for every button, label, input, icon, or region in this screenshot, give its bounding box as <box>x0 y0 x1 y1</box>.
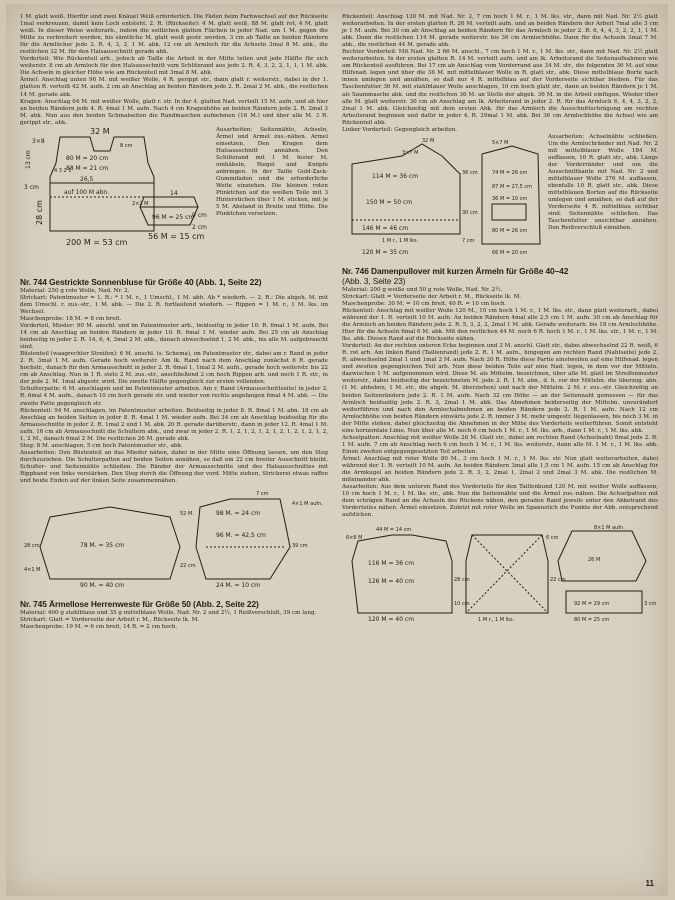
fig746-k: 92 M = 29 cm <box>574 601 610 608</box>
label-mid2: 88 M = 21 cm <box>66 164 109 172</box>
fig746-b: 6×6 M <box>346 535 363 542</box>
fig746-j: 22 cm <box>550 577 566 584</box>
fig745-h: 22 cm <box>180 563 196 570</box>
pullover-back <box>352 535 452 613</box>
diagram-745 <box>20 487 328 597</box>
label-arm-side: 2×2 M <box>132 200 149 207</box>
label-arm-mid: 96 M = 25 cm <box>152 213 195 221</box>
label-mid1: 80 M = 20 cm <box>66 154 109 162</box>
label-arm-h1: 9 cm <box>192 211 207 219</box>
strickart-746: Strickart: Glatt = Vorderseite der Arbeit r. M., Rückseite lk. M. <box>342 293 522 300</box>
label-h3: 28 cm <box>35 199 44 225</box>
maschenprobe-745: Maschenprobe: 19 M. = 6 cm breit, 14 R. = 2 cm hoch. <box>20 624 178 631</box>
fig745-j: 24 M. = 10 cm <box>216 582 261 590</box>
fig745b-m: 1 M r., 1 M lks. <box>382 237 419 244</box>
ausarbeiten-745-side <box>548 134 658 233</box>
maschenprobe-744: Maschenprobe: 18 M. = 8 cm breit. <box>20 315 122 322</box>
fig745b-n: 7 cm <box>462 237 475 244</box>
label-h1: 13 cm <box>25 150 32 169</box>
diagram-746 <box>342 521 658 625</box>
fig745b-b: 114 M = 36 cm <box>372 172 419 180</box>
maschenprobe-746: Maschenprobe: 30 M. = 10 cm breit, 40 R. = 10 cm hoch. <box>342 300 507 307</box>
fig746-g: 1 M r., 1 M lks. <box>478 617 515 624</box>
aermel-746: Ärmel: Anschlag mit roter Wolle 80 M., 3 cm hoch 1 M. r., 1 M. lks. str. Nun glatt weiterarbeiten, dabei während der 1. R. verteilt 10 M. aufn. An beiden Rändern 3mal alle 1,5 cm 1 M. aufn. 15 cm ab Anschlag für die Armkugel an beiden Rändern jede 2. R. 3, 2, 2mal 1, 2mal 2 und 2mal 3 M. abk. Die restlichen M. miteinander abk. <box>342 455 658 484</box>
heading-746 <box>342 266 658 286</box>
fig746-c: 116 M = 36 cm <box>368 560 415 568</box>
material-745: Material: 400 g stahlblaue und 35 g mittelblaue Wolle, Nad. Nr. 2 und 2½, 1 Reißverschluß, 39 cm lang. <box>20 610 317 617</box>
strickart-744: Strickart: Patentmuster = 1. R.: * 1 M. r., 1 Umschl., 1 M. abh. Ab * wiederh. — 2. R.: Die abgeh. M. mit dem Umschl. r. zus.-str., 1 M. abk. — Die 2. R. fortlaufend wiederh. — Rippen = 1 M. r., 1 M. lks. im Wechsel. <box>20 294 328 315</box>
fig746-a: 44 M = 14 cm <box>376 527 412 534</box>
fig745-g: 28 cm <box>24 543 40 550</box>
figure-745 <box>20 487 328 597</box>
fig745-b: 96 M. = 42,5 cm <box>216 532 266 540</box>
fig746-h: 6 cm <box>546 535 559 542</box>
left-text-top <box>20 14 328 127</box>
intro-paragraph: 1 M. glatt weiß. Hierfür sind zwei Knäuel Weiß erforderlich. Die Fäden beim Farbwechsel auf der Rückseite 1mal verkreuzen, damit kein Loch entsteht. 2. R. (Rückseite): 4 M. glatt weiß, 88 M. glatt rot, 4 M. glatt weiß. In dieser Weise weiterarb., indem die seitlichen glatten Flächen in jeder Nad. um 1 M. gegen die Mitte zu verbreitert werden, bis sämtliche M. glatt weiß gestr. werden. 3 cm ab Taille an beiden Rändern für die Armlöcher jede 2. R. 4, 3, 2, 1 M. abk. 12 cm ab Armloch für die Achseln 3mal 8 M. abk., die restlichen 32 M. für den Halsausschnitt gerade abk. <box>20 14 328 56</box>
pocket <box>492 204 526 220</box>
figure-746 <box>342 521 658 625</box>
diagram-745b <box>342 134 546 264</box>
fig746-e: 120 M = 40 cm <box>368 616 415 624</box>
label-topcm: 8 cm <box>120 142 133 149</box>
fig745-l: 4×1 M <box>24 567 41 574</box>
label-width: 26,5 <box>80 175 94 183</box>
heading-744: Nr. 744 Gestrickte Sonnenbluse für Größe 40 (Abb. 1, Seite 22) <box>20 276 262 287</box>
fig746-i: 28 cm <box>454 577 470 584</box>
fig746-f: 10 cm <box>454 601 470 608</box>
fig745-e: 52 M. <box>180 511 194 518</box>
label-arm-base: 56 M = 15 cm <box>148 231 205 241</box>
fig745b-o: 30 cm <box>462 209 478 216</box>
ausarbeiten-745: Ausarbeiten: Achselnähte schließen. Um die Armlochränder mit Nad. Nr. 2 mit mittelblauer Wolle 184 M. auffassen, 10 R. glatt str., abk. Längs der Vorderränder und um die Ausschnittkante mit Nad. Nr. 2 und mittelblauer Wolle 376 M. auffassen, ebenfalls 10 R. glatt str., abk. Diese mittelblauen Borten auf die Rückseite umlegen und annähen, so daß auf der Vorderseite 4 R. mittelblau sichtbar sind. Seitennähte schließen. Das Taschenfutter unsichtbar annähen. Den Reißverschluß einnähen. <box>548 133 658 232</box>
label-h2: 3 cm <box>24 183 39 191</box>
rueckenteil-744: Rückenteil: 94 M. anschlagen, im Patentmuster arbeiten. Beidseitig in jeder 8. R. 8mal 1 M. abn. 18 cm ab Anschlag an beiden Seiten in jeder 8. R. 4mal 1 M. wieder aufn. Bei 34 cm ab Anschlag beidseitig für die Armausschnitte in jeder 2. R. 1mal 2 und 1 M. abk. 20 R. gerade darüberstr., dann in jeder 12. R. 4mal 1 M. aufn. 16 cm ab Armausschnitt die Schultern abk., und zwar in jeder 2. R. 1, 2, 1, 2, 1, 2, 1, 2, 1, 2, 1, 2, 1, 2, 1, 2 M., danach 6mal 2 M. Die restlichen 26 M. gerade abk. <box>20 407 328 442</box>
text-744 <box>20 288 328 485</box>
rueckenteil-746: Rückenteil: Anschlag mit weißer Wolle 120 M., 10 cm hoch 1 M. r., 1 M. lks. str., dann glatt weiterarb., dabei während der 1. R. verteilt 10 M. aufn. An beiden Rändern 4mal alle 2,5 cm 1 M. aufn. 30 cm ab Anschlag für die Armloch an beiden Rändern jede 2. R. 5, 3, 2, 2, 2mal 1 M. abk. Gerade weiterarb. bis 18 cm Armlochhöhe. Hier für die Achseln 6mal 6 M. abk. Mit den restlichen 44 M. noch 6 R. hoch 1 M. r., 1 M. lks. str., 1 M. r., 1 M. lks. abk. Diesen Rand auf die Rückseite nähen. <box>342 307 658 343</box>
shoulder-patch <box>558 531 646 581</box>
fig745b-l: 66 M = 20 cm <box>492 249 528 256</box>
fig745-i: 39 cm <box>292 543 308 550</box>
text-746 <box>342 287 658 520</box>
kragen-paragraph: Kragen: Anschlag 64 M. mit weißer Wolle, glatt r. str. In der 4. glatten Nad. verteilt 15 M. aufn. und ab hier an beiden Rändern jede 4. R. 4mal 1 M. aufn. Nach 4 cm Kragenhöhe an beiden Rändern jede 2. R. 2mal 3 M. abk. Nun aus den beiden Schmalseiten die Randmaschen aufnehmen (16 M.) und über alle M. 3 R. gerippt str., abk. <box>20 98 328 126</box>
heading-746-sub: (Abb. 3, Seite 23) <box>342 275 406 286</box>
fig745b-i: 74 M = 26 cm <box>492 169 528 176</box>
steg-744: Steg: 8 M. anschlagen, 5 cm hoch Patentmuster str., abk. <box>20 442 183 449</box>
text-745 <box>20 610 328 631</box>
fig745b-p: 36 cm <box>462 169 478 176</box>
fig745-d: 90 M. = 40 cm <box>80 582 125 590</box>
fig745-f: 7 cm <box>256 491 269 498</box>
heading-745: Nr. 745 Ärmellose Herrenweste für Größe 50 (Abb. 2, Seite 22) <box>20 599 259 610</box>
vorderteil-746: Vorderteil: An der rechten unteren Ecke beginnen und 3 M. anschl. Glatt str., dabei abwechselnd 22 R. weiß, 6 R. rot arb. Am linken Rand (Taillenrand) jede 2. R. 1 M. aufn., hingegen am rechten Rand (Nahtseite) jede 2. R. abwechselnd 2mal 1 und 1mal 2 M. aufn. Nach 20 R. Höhe diese Partie einstweilen auf eine Hilfsnad. legen und zweiten gegengleichen Teil arb. Nun diese beiden Teile auf eine Nad. legen, in dem vor der Mitteln. dazwischen 1 M. aufgenommen wird. Diese M. als Mittelm. bezeichnen, über alle M. glatt im Streifenmuster weiterstr., dabei beidseitig der bezeichneten M. jede 2. R. 1 M. abn., d. h. vor der Mittelm. die überzog. abn. (1 M. abheben, 1 M. str., die abgeh. M. überziehen) und nach der Mittelm. 2 M. r. zus.-str. Gleichzeitig an beiden Seitenrändern jede 2. R. 1 M. aufn. Nach 32 cm Höhe — an der Seitennaht gemessen — für das Armloch beidseitig jede 2. R. 3, 2mal 1 M. abk. Das Abnehmen beiderseitig der Mittelm. unverändert weiterführen und nach den Armlochabnehmen an beiden Rändern jede 2. R. 1 M. aufn. Nach 12 cm Armlochhöhe von beiden Rändern einwärts jede 2. R. immer 3 M. mehr umgestr. liegenlassen, bis noch 3 M. in der Mitte stehen, dabei gleichzeitig die Abnehmen in der Mitte des Vorderteils weiterführen. Somit entsteht eine horizontale Linie. Nun über alle M. noch 6 cm hoch 1 M. r., 1 M. lks. arb., dann 1 M. r., 1 M. lks. abk. <box>342 343 658 434</box>
fig745-a: 98 M. = 24 cm <box>216 510 261 518</box>
fig745b-d: 146 M = 46 cm <box>362 224 409 232</box>
label-bottom-note: auf 100 M abn. <box>64 188 110 196</box>
label-lr: 4 3 2 1 <box>54 167 72 174</box>
strickart-745: Strickart: Glatt = Vorderseite der Arbeit r. M., Rückseite lk. M. <box>20 617 200 624</box>
fig745b-h: 36 M = 10 cm <box>492 195 528 202</box>
right-column <box>342 14 658 627</box>
material-744: Material: 250 g rote Wolle, Nad. Nr. 2. <box>20 287 130 294</box>
fig745b-k: 80 M = 26 cm <box>492 227 528 234</box>
right-text-top <box>342 14 658 134</box>
pullover-front <box>466 535 548 613</box>
achselpatten-746: Achselpatten: Anschlag mit weißer Wolle 26 M. Glatt str., dabei am rechten Rand (Achselnaht) 8mal jede 2. R. 1 M. aufn. 7 cm ab Anschlag noch 6 cm hoch 1 M. r., 1 M. lks. weiterstr., dann alle M. 1 M. r., 1 M. lks. abk. Einen zweiten entgegengesetzten Teil arbeiten. <box>342 434 658 455</box>
fig746-m: 3 cm <box>644 601 657 608</box>
ausarbeiten-746: Ausarbeiten: Aus dem unteren Rand des Vorderteils für den Taillenbund 120 M. mit weißer Wolle auffassen, 10 cm hoch 1 M. r., 1 M. lks. str., abk. Nun die Seitennähte und die Ärmel zus.-nähen. Die Achselpatten mit dem schrägen Rand an die Achseln des Rückens nähen, den geraden Rand jeweils unter den Abketrand des Vorderteiles nähen. Ärmel einsetzen. Zuletzt mit roter Wolle im Spannstich die Punkte der Abb. entsprechend aufsticken. <box>342 484 658 519</box>
figure-744-block <box>20 127 328 275</box>
ausarbeiten-text: Ausarbeiten: Seitennähte, Achseln, Ärmel und Armel zus.-nähen. Armel einsetzen. Den Kragen dem Halsausschnitt annähen. Den Schlitzrand mit 1 M. fester M. umhäkeln, Riegel und Knöpfe anbringen. In der Taille Gold-Zack-Gummifaden und die erforderliche Weite einziehen. Die kleinen roten Pünktchen auf die weißen Teile mit 3 Hinterstichen über 1 M. sticken, mit je 5 M. Abstand in Breite und Höhe. Die Pünktchen versetzen. <box>216 126 328 218</box>
fig746-d: 126 M = 40 cm <box>368 578 415 586</box>
fig745-c: 78 M. = 35 cm <box>80 542 125 550</box>
vorderteil-paragraph: Vorderteil: Wie Rückenteil arb., jedoch ab Taille die Arbeit in der Mitte teilen und jede Hälfte für sich weiterstr. 8 cm ab Armloch für den Halsausschnitt vom Schlitzrand aus jede 2. R. 4, 3, 2, 2, 1, 1, 1 M. abk. Die Achseln in gleicher Höhe wie am Rückenteil mit 3mal 8 M. abk. <box>20 56 328 77</box>
vorderteil-744: Vorderteil, Mieder: 90 M. anschl. und im Patentmuster arb., beidseitig in jeder 10. R. 6mal 1 M. aufn. Bei 14 cm ab Anschlag an beiden Rändern in jeder 10. R. 6mal 1 M. wieder aufn. Bei 25 cm ab Anschlag beidseitig in jeder 2. R. 14, 6, 4, 3mal 2 M. abk., danach abwechselnd 1, 2 M. abk., bis alle M. aufgebraucht sind. <box>20 322 328 351</box>
diagram-744 <box>20 127 216 275</box>
fig745b-f: 3×7 M <box>402 149 419 156</box>
magazine-page <box>6 4 668 896</box>
ausarbeiten-744: Ausarbeiten: Den Büstenteil an das Mieder nähen, dabei in der Mitte eine Öffnung lassen, um den Steg durchzuziehen. Die Schulterpatten auf beiden Seiten annähen, so daß ein 22 cm breiter Ausschnitt bleibt. Schulter- und Seitennähte schließen. Die Ränder der Armausschnitte und des Halsausschnittes mit Rippband von links verstärken. Den Steg durch die Öffnung der vord. Mitte ziehen, Strickerei etwas raffen und beide Enden auf der linken Seite zusammennähen. <box>20 449 328 485</box>
rechter-vorderteil: Rechter Vorderteil: Mit Nad. Nr. 2 66 M. anschl., 7 cm hoch 1 M. r., 1 M. lks. str., dann mit Nad. Nr. 2½ glatt weiterarbeiten. In der ersten glatten R. 14 M. verteilt aufn. und am lk. Arbeitsrand die Seitenaufnahmen wie am Rückenteil ausführen. Bei 17 cm ab Anschlag vom Vorderrand aus 34 M. str., die folgenden 36 M. auf eine Hilfsnad. legen und über die 36 M. mit mittelblauer Wolle in R. glatt str., abk. Diese mittelblaue Borte nach innen umlegen und annähen, so daß nur 4 R. mittelblau auf der Vorderseite sichtbar bleiben. Für das Taschenfutter 36 M. mit stahlblauer Wolle anschlagen, 10 cm hoch glatt str., dann an beiden Rändern je 1 M. als Saummasche abk. und die restlichen 36 M. an Stelle der abgek. 36 M. in die Arbeit einfügen. Wieder über alle M. glatt weiterstr. 30 cm ab Anschlag am lk. Arbeitsrand in jeder 2. R. für das Armloch 6, 4, 4, 3, 2, 2, 2mal 1 M. abk. Gleichzeitig mit dem ersten Abk. für das Armloch die Ausschnittschrägung am rechten Arbeitsrand beginnen und dafür in jeder 4. R. 29mal 1 M. abk. Bei 36 cm Armlochhöhe die Achsel wie am Rückenteil abk. <box>342 49 658 126</box>
fig745b-e: 120 M = 35 cm <box>362 248 409 256</box>
rueckenteil-top: Rückenteil: Anschlag 130 M. mit Nad. Nr. 2, 7 cm hoch 1 M. r., 1 M. lks. str., dann mit Nad. Nr. 2½ glatt weiterarbeiten. In der ersten glatten R. 26 M. verteilt aufn. und an beiden Rändern der Arbeit 7mal alle 3 cm je 1 M. aufn. Bei 30 cm ab Anschlag an beiden Rändern für das Armloch in jeder 2. R. 6, 4, 4, 3, 2, 2, 1, 1 M. abk. Dann die restlichen 114 M. gerade weiterstr. bis 36 cm Armlochhöhe. Dann für die Achseln 3mal 7 M. abk., die restlichen 44 M. gerade abk. <box>342 14 658 49</box>
label-base: 200 M = 53 cm <box>66 237 128 247</box>
left-column <box>20 14 328 631</box>
linker-vorderteil: Linker Vorderteil: Gegengleich arbeiten. <box>342 126 458 133</box>
fig745b-a: 32 M <box>422 137 435 144</box>
fig745-k: 4×1 M aufn. <box>292 501 323 508</box>
fig745b-g: 5×7 M <box>492 139 509 146</box>
fig746-n: 8×1 M aufn. <box>594 525 625 532</box>
fig745b-j: 87 M = 27,5 cm <box>492 183 532 190</box>
fig746-o: 26 M <box>588 557 601 564</box>
schulterpatte-744: Schulterpatte: 6 M. anschlagen und im Patentmuster arbeiten. Am r. Rand (Armausschnittseite) in jeder 2. R. 6mal 4 M. aufn., danach 10 cm hoch gerade str. und wieder von rechts angefangen 6mal 4 M. abk. — Die zweite Patte gegengleich str. <box>20 386 328 407</box>
label-top: 32 M <box>90 126 110 136</box>
bustenteil-744: Büstenteil (waagrechter Streifen): 6 M. anschl. (s. Schema), im Patentmuster str., dabei am r. Rand in jeder 2. R. 3mal 1 M. aufn. Gerade hoch weiterstr. Am lk. Rand nach dem Anschlag zunächst 6 R. gerade hochstr., danach für den Armausschnitt in jeder 2. R. 6mal 1, 1mal 2 M. aufn., gerade hoch weiterstr. bis 22 cm ab Anschlag. Nun in 1 R. stets 2 M. zus.-str., anschließend 2 cm hoch Rippen arb. und noch 1 R. str., in der jede 2. M. 1mal abgestr. wird. Die zweite Hälfte gegengleich zur ersten vollenden. <box>20 351 328 386</box>
material-746: Material: 200 g weiße und 50 g rote Wolle, Nad. Nr. 2½. <box>342 286 503 293</box>
fig746-l: 80 M = 25 cm <box>574 617 610 624</box>
label-arm-h2: 2 cm <box>192 223 207 231</box>
aermel-paragraph: Ärmel: Anschlag unten 96 M. mit weißer Wolle, 4 R. gerippt str., dann glatt r. weiterstr., dabei in der 1. glatten R. verteilt 42 M. aufn. 2 cm ab Anschlag an beiden Rändern jede 2. R. 2mal 2 M. abk., die restlichen 14 M. gerade abk. <box>20 77 328 98</box>
label-sides: 3×8 <box>32 137 45 145</box>
label-arm-top: 14 <box>170 189 178 197</box>
heading-746-main: Nr. 746 Damenpullover mit kurzen Ärmeln für Größe 40–42 <box>342 265 569 276</box>
figure-745b-block <box>342 134 658 264</box>
page-number: 11 <box>645 879 654 888</box>
fig745b-c: 150 M = 50 cm <box>366 198 413 206</box>
ausarbeiten-744-top <box>216 127 328 219</box>
